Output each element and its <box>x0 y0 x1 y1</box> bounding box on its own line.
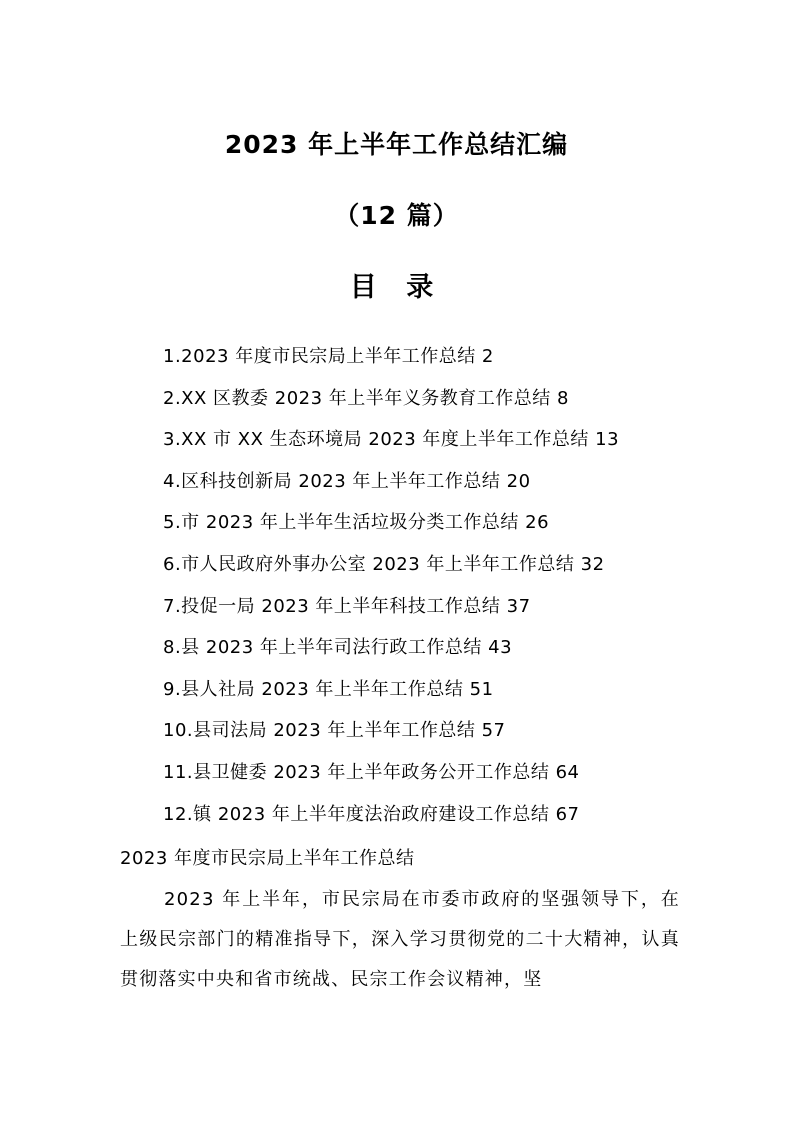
toc-item[interactable]: 9.县人社局 2023 年上半年工作总结 51 <box>163 678 494 700</box>
toc-item[interactable]: 5.市 2023 年上半年生活垃圾分类工作总结 26 <box>163 512 550 534</box>
toc-item[interactable]: 1.2023 年度市民宗局上半年工作总结 2 <box>163 346 494 367</box>
table-of-contents <box>163 342 723 841</box>
document-subtitle: （12 篇） <box>334 201 459 230</box>
toc-heading: 目 录 <box>349 272 444 303</box>
toc-item[interactable]: 12.镇 2023 年上半年度法治政府建设工作总结 67 <box>163 803 580 825</box>
toc-item[interactable]: 4.区科技创新局 2023 年上半年工作总结 20 <box>163 470 531 492</box>
toc-item[interactable]: 7.投促一局 2023 年上半年科技工作总结 37 <box>163 595 531 617</box>
document-title: 2023 年上半年工作总结汇编 <box>224 130 569 159</box>
toc-item[interactable]: 3.XX 市 XX 生态环境局 2023 年度上半年工作总结 13 <box>163 429 620 451</box>
toc-item[interactable]: 11.县卫健委 2023 年上半年政务公开工作总结 64 <box>163 761 580 783</box>
toc-item[interactable]: 6.市人民政府外事办公室 2023 年上半年工作总结 32 <box>163 553 605 575</box>
article-body: 2023 年上半年，市民宗局在市委市政府的坚强领导下，在上级民宗部门的精准指导下，深入学习贯彻党的二十大精神，认真贯彻落实中央和省市统战、民宗工作会议精神，坚 <box>120 889 680 990</box>
article-title: 2023 年度市民宗局上半年工作总结 <box>120 848 415 869</box>
toc-item[interactable]: 8.县 2023 年上半年司法行政工作总结 43 <box>163 637 513 659</box>
toc-item[interactable]: 2.XX 区教委 2023 年上半年义务教育工作总结 8 <box>163 387 569 409</box>
toc-item[interactable]: 10.县司法局 2023 年上半年工作总结 57 <box>163 720 506 742</box>
